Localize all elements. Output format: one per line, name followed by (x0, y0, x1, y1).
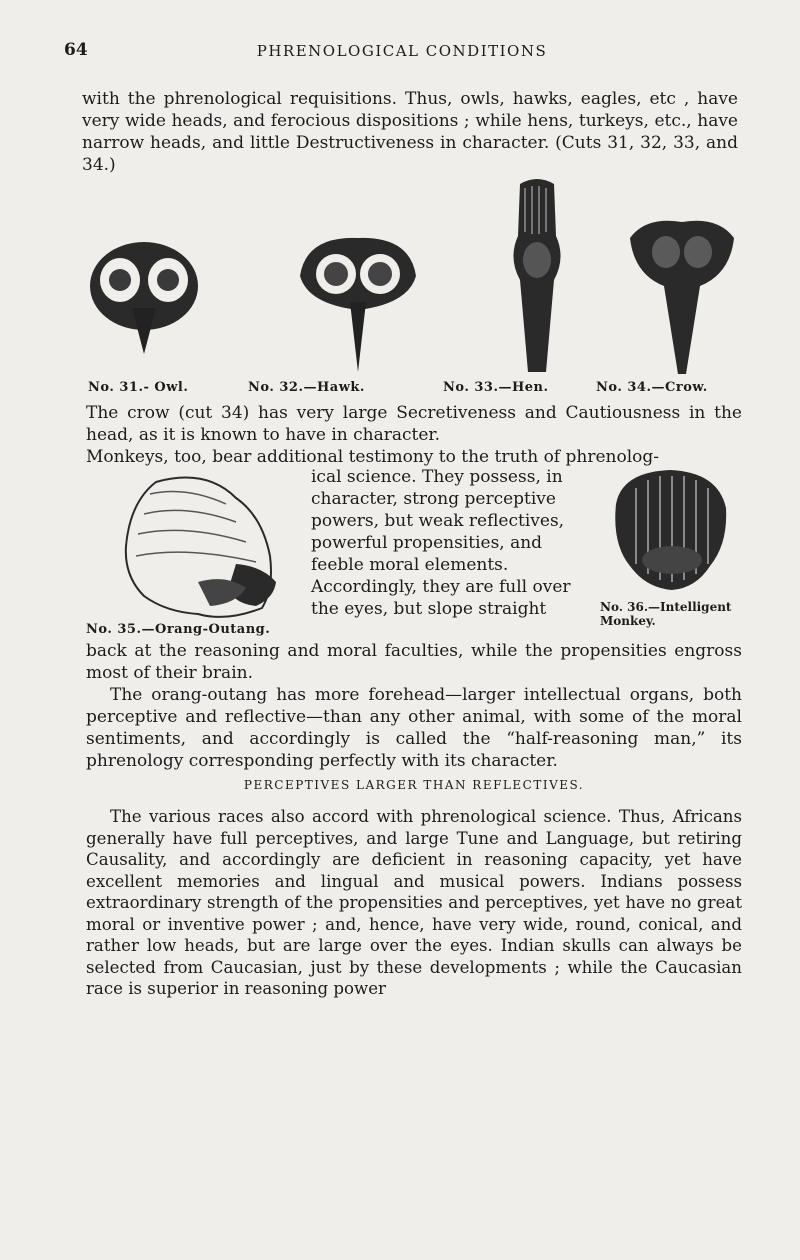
bird-skulls-illustration (86, 176, 740, 376)
orang-outang-skull-illustration (86, 464, 298, 634)
caption-crow: No. 34.—Crow. (596, 380, 708, 395)
owl-skull-illustration (90, 242, 198, 354)
caption-orang-outang: No. 35.—Orang-Outang. (86, 622, 271, 637)
hawk-skull-illustration (300, 238, 416, 372)
section-subheading: PERCEPTIVES LARGER THAN REFLECTIVES. (243, 778, 585, 792)
paragraph-birds: with the phrenological requisitions. Thus, owls, hawks, eagles, etc , have very wide heads, and ferocious dispositions ; while hens, turkeys, etc., have narrow heads, and little Destructiveness in character. (Cuts 31, 32, 33, and 34.) (82, 89, 738, 175)
caption-owl: No. 31.- Owl. (88, 380, 189, 395)
page-header (64, 40, 740, 64)
hen-skull-illustration (513, 179, 560, 372)
page-number: 64 (64, 40, 88, 60)
crow-skull-illustration (630, 221, 734, 374)
paragraph-crow: The crow (cut 34) has very large Secretiveness and Cautiousness in the head, as it is known to have in character. (86, 403, 742, 445)
running-head: PHRENOLOGICAL CONDITIONS (256, 42, 548, 60)
paragraph-monkeys-middle: ical science. They possess, in character, strong perceptive powers, but weak reflectives, powerful propensities, and feeble moral elements. Accordingly, they are full over the eyes, but slope straight (311, 467, 571, 619)
paragraph-orang-outang: The orang-outang has more forehead—larger intellectual organs, both perceptive and reflective—than any other animal, with some of the moral sentiments, and accordingly is called the “half-reasoning man,” its phrenology corresponding perfectly with its character. (86, 685, 742, 771)
paragraph-monkeys-end: back at the reasoning and moral faculties, while the propensities engross most of their brain. (86, 641, 742, 683)
paragraph-races: The various races also accord with phrenological science. Thus, Africans generally have full perceptives, and large Tune and Language, but retiring Causality, and accordingly are deficient in reasoning capacity, yet have excellent memories and lingual and musical powers. Indians possess extraordinary strength of the propensities and perceptives, yet have no great moral or inventive power ; and, hence, have very wide, round, conical, and rather low heads, but are large over the eyes. Indian skulls can always be selected from Caucasian, just by these developments ; while the Caucasian race is superior in reasoning power (86, 807, 742, 998)
caption-hawk: No. 32.—Hawk. (248, 380, 365, 395)
paragraph-monkeys-first-line: Monkeys, too, bear additional testimony to the truth of phrenolog- (86, 447, 660, 467)
caption-hen: No. 33.—Hen. (443, 380, 549, 395)
caption-intelligent-monkey: No. 36.—Intelligent Monkey. (600, 600, 732, 628)
